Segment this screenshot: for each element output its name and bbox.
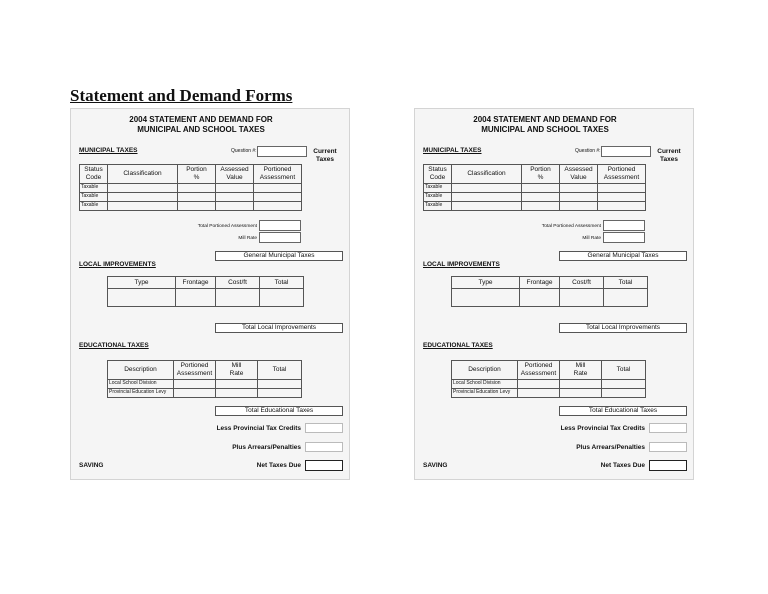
less-credits-label: Less Provincial Tax Credits — [560, 425, 645, 432]
header-line: Description — [468, 366, 501, 374]
table-cell[interactable] — [560, 289, 604, 307]
question-input[interactable] — [601, 146, 651, 157]
header-line: Mill — [231, 362, 242, 370]
mill-rate-label: Mill Rate — [238, 236, 257, 241]
header-line: Assessment — [520, 370, 557, 377]
table-cell[interactable] — [176, 289, 216, 307]
row-label: Local School Division — [108, 380, 174, 389]
header-line: Portion — [186, 166, 207, 174]
educational-taxes-table — [107, 360, 302, 398]
total-local-improvements-box: Total Local Improvements — [559, 323, 687, 333]
table-header-row — [452, 277, 648, 289]
table-row — [424, 202, 646, 211]
table-cell[interactable] — [174, 380, 216, 389]
table-header-row — [108, 361, 302, 380]
current-taxes-label — [309, 148, 341, 165]
column-header — [216, 361, 258, 380]
header-line: Rate — [229, 370, 244, 377]
question-label: Question #: — [231, 148, 257, 154]
header-line: Portioned — [607, 166, 636, 174]
table-row — [424, 193, 646, 202]
column-header — [108, 361, 174, 380]
header-line: Portioned — [524, 362, 553, 370]
total-portioned-input[interactable] — [603, 220, 645, 231]
tax-form-left — [70, 108, 350, 480]
row-label: Taxable — [80, 184, 108, 193]
column-header — [598, 165, 646, 184]
educational-taxes-heading: EDUCATIONAL TAXES — [423, 342, 493, 349]
tax-form-right — [414, 108, 694, 480]
header-line: Value — [570, 174, 587, 181]
column-header: Frontage — [176, 277, 216, 289]
municipal-taxes-table — [79, 164, 302, 211]
column-header — [522, 165, 560, 184]
page-heading: Statement and Demand Forms — [70, 86, 293, 105]
municipal-taxes-heading: MUNICIPAL TAXES — [79, 147, 138, 154]
column-header: Total — [604, 277, 648, 289]
educational-taxes-table — [451, 360, 646, 398]
column-header: Cost/ft — [560, 277, 604, 289]
row-label: Provincial Education Levy — [108, 389, 174, 398]
table-cell[interactable] — [254, 184, 302, 193]
header-line: Assessment — [603, 174, 640, 181]
table-cell[interactable] — [108, 289, 176, 307]
column-header — [108, 165, 178, 184]
column-header — [560, 165, 598, 184]
column-header — [452, 361, 518, 380]
column-header: Cost/ft — [216, 277, 260, 289]
table-row — [424, 184, 646, 193]
total-portioned-label: Total Portioned Assessment — [541, 224, 601, 229]
header-line: Assessment — [259, 174, 296, 181]
total-local-improvements-box: Total Local Improvements — [215, 323, 343, 333]
saving-label: SAVING — [79, 462, 104, 469]
table-cell[interactable] — [598, 193, 646, 202]
total-portioned-input[interactable] — [259, 220, 301, 231]
municipal-taxes-table — [423, 164, 646, 211]
row-label: Taxable — [424, 202, 452, 211]
table-cell[interactable] — [604, 289, 648, 307]
form-title-line2: MUNICIPAL AND SCHOOL TAXES — [481, 124, 609, 134]
mill-rate-input[interactable] — [259, 232, 301, 243]
net-taxes-input[interactable] — [649, 460, 687, 471]
table-cell[interactable] — [560, 193, 598, 202]
column-header — [80, 165, 108, 184]
table-cell[interactable] — [518, 380, 560, 389]
net-taxes-label: Net Taxes Due — [256, 462, 301, 469]
table-cell[interactable] — [254, 202, 302, 211]
table-row — [108, 289, 304, 307]
current-taxes-label — [653, 148, 685, 165]
row-label: Taxable — [80, 193, 108, 202]
table-cell[interactable] — [560, 389, 602, 398]
table-cell[interactable] — [258, 380, 302, 389]
column-header — [602, 361, 646, 380]
header-line: % — [537, 174, 544, 181]
table-row — [80, 193, 302, 202]
current-taxes-line1: Current — [657, 148, 681, 155]
header-line: Assessment — [176, 370, 213, 377]
table-row — [80, 202, 302, 211]
header-line: Status — [428, 166, 447, 174]
header-line: Classification — [467, 170, 506, 178]
table-cell[interactable] — [452, 184, 522, 193]
table-row — [452, 289, 648, 307]
table-cell[interactable] — [216, 184, 254, 193]
row-label: Local School Division — [452, 380, 518, 389]
question-label: Question #: — [575, 148, 601, 154]
header-line: Value — [226, 174, 243, 181]
row-label: Taxable — [424, 193, 452, 202]
table-row — [108, 389, 302, 398]
question-input[interactable] — [257, 146, 307, 157]
local-improvements-table — [451, 276, 648, 307]
table-cell[interactable] — [216, 289, 260, 307]
column-header: Total — [260, 277, 304, 289]
table-header-row — [424, 165, 646, 184]
table-cell[interactable] — [522, 184, 560, 193]
header-line: Rate — [573, 370, 588, 377]
educational-taxes-heading: EDUCATIONAL TAXES — [79, 342, 149, 349]
current-taxes-line2: Taxes — [660, 156, 678, 164]
table-cell[interactable] — [598, 202, 646, 211]
local-improvements-heading: LOCAL IMPROVEMENTS — [423, 261, 500, 268]
table-cell[interactable] — [216, 380, 258, 389]
table-cell[interactable] — [452, 193, 522, 202]
total-educational-taxes-box: Total Educational Taxes — [215, 406, 343, 416]
table-cell[interactable] — [560, 380, 602, 389]
table-cell[interactable] — [518, 389, 560, 398]
table-row — [452, 380, 646, 389]
row-label: Taxable — [80, 202, 108, 211]
header-line: Description — [124, 366, 157, 374]
general-municipal-taxes-box: General Municipal Taxes — [559, 251, 687, 261]
column-header — [452, 165, 522, 184]
column-header — [258, 361, 302, 380]
form-title-line2: MUNICIPAL AND SCHOOL TAXES — [137, 124, 265, 134]
header-line: Portioned — [263, 166, 292, 174]
table-row — [452, 389, 646, 398]
table-cell[interactable] — [216, 202, 254, 211]
header-line: Classification — [123, 170, 162, 178]
form-title — [101, 115, 301, 134]
current-taxes-line1: Current — [313, 148, 337, 155]
header-line: Assessed — [220, 166, 249, 174]
column-header — [560, 361, 602, 380]
table-cell[interactable] — [602, 380, 646, 389]
table-cell[interactable] — [108, 193, 178, 202]
table-cell[interactable] — [178, 184, 216, 193]
table-cell[interactable] — [216, 193, 254, 202]
local-improvements-table — [107, 276, 304, 307]
column-header — [216, 165, 254, 184]
table-row — [80, 184, 302, 193]
mill-rate-label: Mill Rate — [582, 236, 601, 241]
general-municipal-taxes-box: General Municipal Taxes — [215, 251, 343, 261]
row-label: Provincial Education Levy — [452, 389, 518, 398]
table-cell[interactable] — [108, 202, 178, 211]
header-line: Code — [85, 174, 102, 181]
arrears-label: Plus Arrears/Penalties — [576, 444, 645, 451]
table-cell[interactable] — [178, 202, 216, 211]
table-cell[interactable] — [258, 389, 302, 398]
municipal-taxes-heading: MUNICIPAL TAXES — [423, 147, 482, 154]
total-educational-taxes-box: Total Educational Taxes — [559, 406, 687, 416]
less-credits-label: Less Provincial Tax Credits — [216, 425, 301, 432]
current-taxes-line2: Taxes — [316, 156, 334, 164]
saving-label: SAVING — [423, 462, 448, 469]
table-cell[interactable] — [174, 389, 216, 398]
column-header — [178, 165, 216, 184]
net-taxes-input[interactable] — [305, 460, 343, 471]
table-cell[interactable] — [178, 193, 216, 202]
table-row — [108, 380, 302, 389]
mill-rate-input[interactable] — [603, 232, 645, 243]
header-line: Assessed — [564, 166, 593, 174]
column-header — [424, 165, 452, 184]
table-header-row — [108, 277, 304, 289]
column-header: Type — [108, 277, 176, 289]
less-credits-input[interactable] — [649, 423, 687, 433]
table-cell[interactable] — [522, 202, 560, 211]
total-portioned-label: Total Portioned Assessment — [197, 224, 257, 229]
column-header — [254, 165, 302, 184]
table-header-row — [452, 361, 646, 380]
arrears-label: Plus Arrears/Penalties — [232, 444, 301, 451]
local-improvements-heading: LOCAL IMPROVEMENTS — [79, 261, 156, 268]
header-line: Total — [272, 366, 287, 374]
table-cell[interactable] — [452, 202, 522, 211]
column-header: Frontage — [520, 277, 560, 289]
header-line: Code — [429, 174, 446, 181]
table-cell[interactable] — [108, 184, 178, 193]
header-line: Status — [84, 166, 103, 174]
column-header — [174, 361, 216, 380]
less-credits-input[interactable] — [305, 423, 343, 433]
table-cell[interactable] — [254, 193, 302, 202]
table-cell[interactable] — [602, 389, 646, 398]
table-cell[interactable] — [522, 193, 560, 202]
header-line: Mill — [575, 362, 586, 370]
header-line: Portioned — [180, 362, 209, 370]
row-label: Taxable — [424, 184, 452, 193]
table-cell[interactable] — [598, 184, 646, 193]
header-line: % — [193, 174, 200, 181]
header-line: Portion — [530, 166, 551, 174]
net-taxes-label: Net Taxes Due — [600, 462, 645, 469]
table-cell[interactable] — [560, 202, 598, 211]
column-header — [518, 361, 560, 380]
table-header-row — [80, 165, 302, 184]
column-header: Type — [452, 277, 520, 289]
form-title-line1: 2004 STATEMENT AND DEMAND FOR — [473, 115, 617, 124]
arrears-input[interactable] — [649, 442, 687, 452]
arrears-input[interactable] — [305, 442, 343, 452]
table-cell[interactable] — [520, 289, 560, 307]
header-line: Total — [616, 366, 631, 374]
table-cell[interactable] — [452, 289, 520, 307]
table-cell[interactable] — [260, 289, 304, 307]
table-cell[interactable] — [216, 389, 258, 398]
table-cell[interactable] — [560, 184, 598, 193]
form-title-line1: 2004 STATEMENT AND DEMAND FOR — [129, 115, 273, 124]
form-title — [445, 115, 645, 134]
